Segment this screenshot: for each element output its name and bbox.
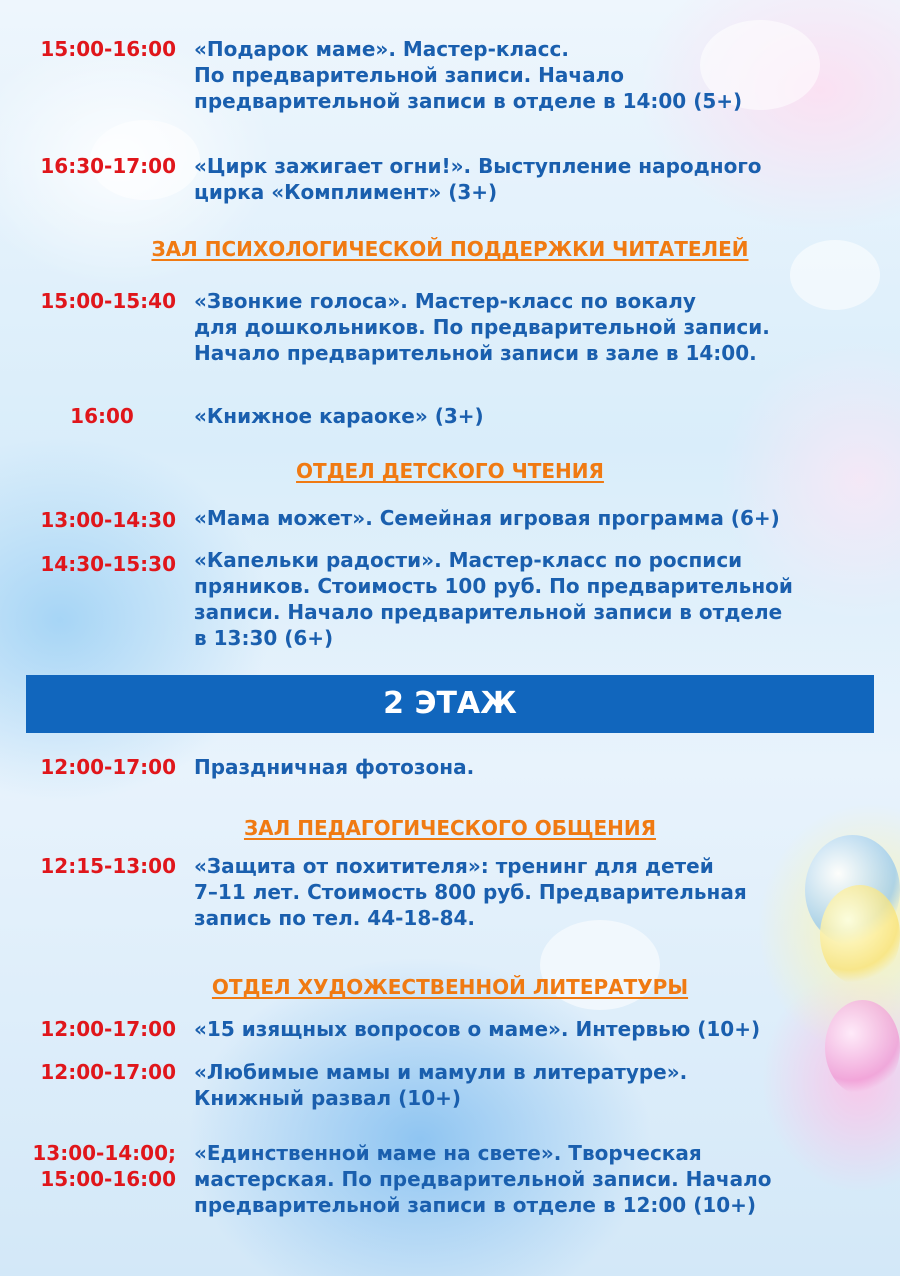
event-description bbox=[194, 853, 874, 931]
event-line: «Подарок маме». Мастер-класс. bbox=[194, 37, 569, 61]
event-time: 12:00-17:00 bbox=[40, 1060, 176, 1084]
event-line: предварительной записи в отделе в 12:00 (10+) bbox=[194, 1193, 757, 1217]
event-line: «Капельки радости». Мастер-класс по росписи bbox=[194, 548, 743, 572]
event-line: «15 изящных вопросов о маме». Интервью (10+) bbox=[194, 1017, 761, 1041]
event-time: 15:00-15:40 bbox=[40, 289, 176, 313]
event-line: предварительной записи в отделе в 14:00 (5+) bbox=[194, 89, 743, 113]
event-line: записи. Начало предварительной записи в отделе bbox=[194, 600, 783, 624]
event-line: пряников. Стоимость 100 руб. По предварительной bbox=[194, 574, 793, 598]
event-time-line: 15:00-16:00 bbox=[40, 1167, 176, 1191]
event-line: мастерская. По предварительной записи. Начало bbox=[194, 1167, 772, 1191]
event-line: в 13:30 (6+) bbox=[194, 626, 334, 650]
event-line: «Единственной маме на свете». Творческая bbox=[194, 1141, 702, 1165]
section-title-pedagog: ЗАЛ ПЕДАГОГИЧЕСКОГО ОБЩЕНИЯ bbox=[243, 816, 657, 840]
event-time: 16:00 bbox=[70, 404, 134, 428]
event-line: «Любимые мамы и мамули в литературе». bbox=[194, 1060, 688, 1084]
event-time: 12:00-17:00 bbox=[40, 755, 176, 779]
event-time: 12:00-17:00 bbox=[40, 1017, 176, 1041]
event-line: «Книжное караоке» (3+) bbox=[194, 404, 484, 428]
event-time-line: 13:00-14:00; bbox=[32, 1141, 176, 1165]
section-title-children: ОТДЕЛ ДЕТСКОГО ЧТЕНИЯ bbox=[296, 459, 604, 483]
event-line: запись по тел. 44-18-84. bbox=[194, 906, 475, 930]
floor-banner bbox=[26, 675, 874, 733]
event-description bbox=[194, 403, 874, 429]
floor-label: 2 ЭТАЖ bbox=[383, 686, 517, 721]
event-time: 12:15-13:00 bbox=[40, 854, 176, 878]
event-line: «Звонкие голоса». Мастер-класс по вокалу bbox=[194, 289, 696, 313]
event-description bbox=[194, 1140, 874, 1218]
event-description bbox=[194, 36, 874, 114]
event-time: 16:30-17:00 bbox=[40, 154, 176, 178]
event-line: По предварительной записи. Начало bbox=[194, 63, 624, 87]
event-description bbox=[194, 547, 874, 651]
event-line: «Мама может». Семейная игровая программа (6+) bbox=[194, 506, 780, 530]
event-line: «Защита от похитителя»: тренинг для детей bbox=[194, 854, 714, 878]
event-description bbox=[194, 288, 874, 366]
event-time bbox=[28, 1140, 176, 1192]
section-title-fiction: ОТДЕЛ ХУДОЖЕСТВЕННОЙ ЛИТЕРАТУРЫ bbox=[211, 975, 689, 999]
event-line: Начало предварительной записи в зале в 14:00. bbox=[194, 341, 757, 365]
event-line: «Цирк зажигает огни!». Выступление народного bbox=[194, 154, 762, 178]
event-line: Книжный развал (10+) bbox=[194, 1086, 462, 1110]
event-time: 13:00-14:30 bbox=[40, 508, 176, 532]
event-description bbox=[194, 153, 874, 205]
event-line: цирка «Комплимент» (3+) bbox=[194, 180, 498, 204]
event-time: 14:30-15:30 bbox=[40, 552, 176, 576]
event-description bbox=[194, 1016, 874, 1042]
event-line: Праздничная фотозона. bbox=[194, 755, 475, 779]
event-description bbox=[194, 1059, 874, 1111]
section-title-psych: ЗАЛ ПСИХОЛОГИЧЕСКОЙ ПОДДЕРЖКИ ЧИТАТЕЛЕЙ bbox=[151, 237, 749, 261]
event-line: 7–11 лет. Стоимость 800 руб. Предварительная bbox=[194, 880, 747, 904]
event-line: для дошкольников. По предварительной записи. bbox=[194, 315, 770, 339]
event-time: 15:00-16:00 bbox=[40, 37, 176, 61]
event-description bbox=[194, 505, 874, 531]
event-description bbox=[194, 754, 874, 780]
